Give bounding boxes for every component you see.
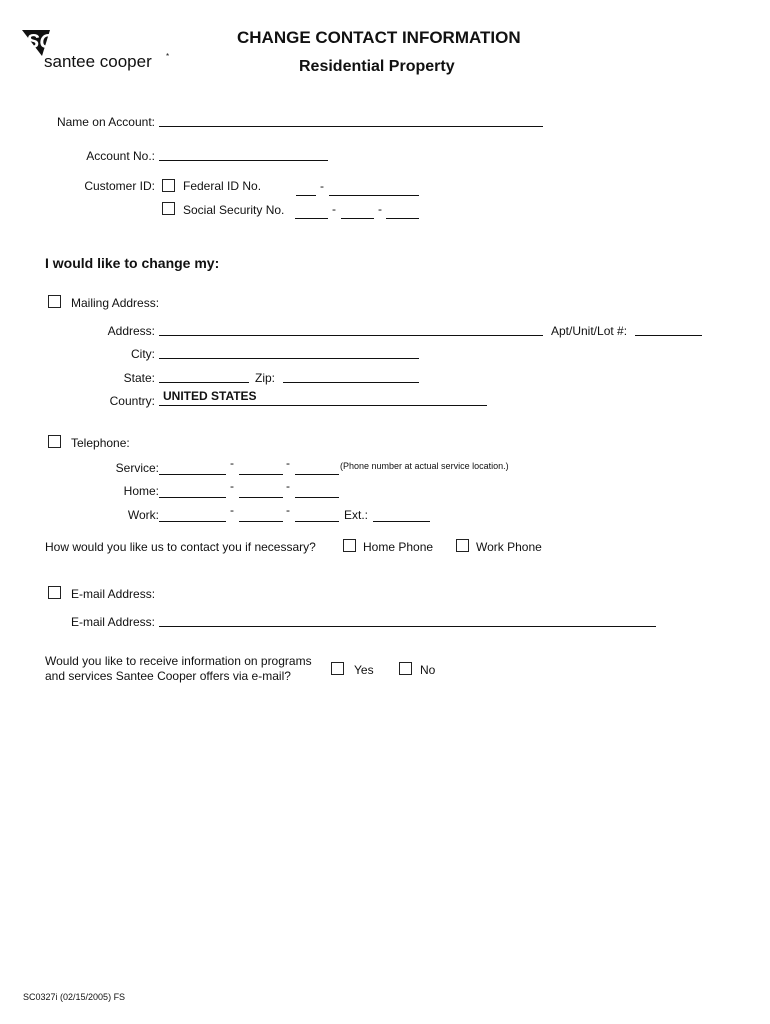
email-field[interactable]: [159, 626, 656, 627]
federal-id-label: Federal ID No.: [183, 179, 262, 193]
city-label: City:: [131, 347, 155, 361]
page-subtitle: Residential Property: [299, 58, 455, 75]
city-field[interactable]: [159, 358, 419, 359]
service-phone-field-3[interactable]: [295, 474, 339, 475]
work-phone-pref-checkbox[interactable]: [456, 539, 469, 552]
federal-id-dash: -: [320, 179, 324, 193]
service-phone-note: (Phone number at actual service location.): [340, 461, 509, 471]
federal-id-field-2[interactable]: [329, 195, 419, 196]
zip-field[interactable]: [283, 382, 419, 383]
mailing-address-label: Mailing Address:: [71, 296, 160, 310]
email-optin-yes-checkbox[interactable]: [331, 662, 344, 675]
contact-preference-question: How would you like us to contact you if necessary?: [45, 540, 316, 554]
email-optin-yes-label: Yes: [354, 663, 374, 677]
telephone-checkbox[interactable]: [48, 435, 61, 448]
apt-field[interactable]: [635, 335, 702, 336]
service-phone-field-2[interactable]: [239, 474, 283, 475]
work-phone-field-1[interactable]: [159, 521, 226, 522]
apt-label: Apt/Unit/Lot #:: [551, 324, 628, 338]
email-field-label: E-mail Address:: [70, 615, 155, 629]
form-code-footer: SC0327i (02/15/2005) FS: [23, 992, 126, 1002]
ext-label: Ext.:: [344, 508, 369, 522]
email-optin-question-line-2: and services Santee Cooper offers via e-mail?: [45, 669, 291, 683]
service-phone-field-1[interactable]: [159, 474, 226, 475]
ext-field[interactable]: [373, 521, 430, 522]
service-phone-label: Service:: [115, 461, 159, 475]
logo-mark: SC: [26, 31, 54, 53]
country-field: [159, 405, 487, 406]
santee-cooper-logo: SC santee cooper *: [20, 26, 180, 76]
service-phone-dash-2: -: [286, 456, 290, 470]
home-phone-pref-label: Home Phone: [363, 540, 434, 554]
home-phone-dash-2: -: [286, 479, 290, 493]
ssn-dash-1: -: [332, 202, 336, 216]
customer-id-label: Customer ID:: [84, 179, 155, 193]
email-optin-no-checkbox[interactable]: [399, 662, 412, 675]
federal-id-field-1[interactable]: [296, 195, 316, 196]
ssn-field-2[interactable]: [341, 218, 374, 219]
email-optin-no-label: No: [420, 663, 436, 677]
email-checkbox[interactable]: [48, 586, 61, 599]
ssn-checkbox[interactable]: [162, 202, 175, 215]
state-field[interactable]: [159, 382, 249, 383]
service-phone-dash-1: -: [230, 456, 234, 470]
email-section-label: E-mail Address:: [71, 587, 156, 601]
logo-brand-text: santee cooper: [44, 52, 152, 71]
ssn-dash-2: -: [378, 202, 382, 216]
home-phone-field-1[interactable]: [159, 497, 226, 498]
home-phone-field-2[interactable]: [239, 497, 283, 498]
country-value[interactable]: UNITED STATES: [163, 389, 257, 403]
work-phone-dash-2: -: [286, 503, 290, 517]
country-label: Country:: [109, 394, 155, 408]
ssn-field-3[interactable]: [386, 218, 419, 219]
account-number-label: Account No.:: [86, 149, 155, 163]
home-phone-pref-checkbox[interactable]: [343, 539, 356, 552]
mailing-address-checkbox[interactable]: [48, 295, 61, 308]
work-phone-pref-label: Work Phone: [476, 540, 542, 554]
name-on-account-field[interactable]: [159, 126, 543, 127]
federal-id-checkbox[interactable]: [162, 179, 175, 192]
email-optin-question-line-1: Would you like to receive information on programs: [45, 654, 312, 668]
ssn-label: Social Security No.: [183, 203, 285, 217]
home-phone-dash-1: -: [230, 479, 234, 493]
account-number-field[interactable]: [159, 160, 328, 161]
change-section-heading: I would like to change my:: [45, 255, 220, 271]
page-title: CHANGE CONTACT INFORMATION: [237, 28, 521, 47]
work-phone-field-2[interactable]: [239, 521, 283, 522]
work-phone-label: Work:: [127, 508, 159, 522]
zip-label: Zip:: [255, 371, 276, 385]
ssn-field-1[interactable]: [295, 218, 328, 219]
name-on-account-label: Name on Account:: [56, 115, 155, 129]
work-phone-dash-1: -: [230, 503, 234, 517]
state-label: State:: [123, 371, 155, 385]
home-phone-label: Home:: [123, 484, 159, 498]
address-label: Address:: [107, 324, 155, 338]
telephone-label: Telephone:: [71, 436, 130, 450]
work-phone-field-3[interactable]: [295, 521, 339, 522]
home-phone-field-3[interactable]: [295, 497, 339, 498]
address-field[interactable]: [159, 335, 543, 336]
